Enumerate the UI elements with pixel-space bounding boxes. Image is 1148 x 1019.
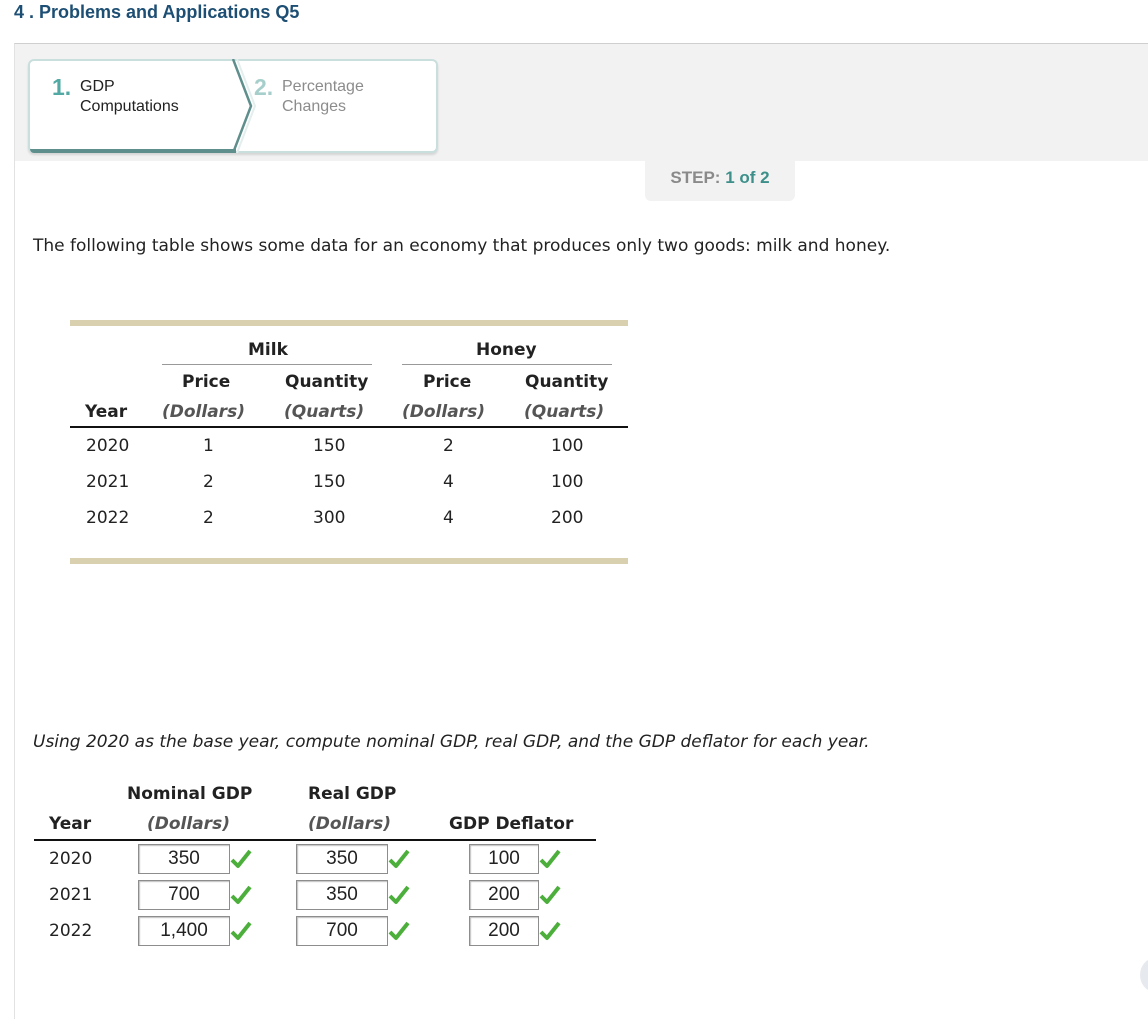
group-rule-milk: [162, 364, 372, 365]
step-tabs: [28, 59, 438, 153]
cell-honey-quantity: 100: [551, 472, 584, 492]
tab-label-line1: Percentage: [282, 78, 364, 95]
cell-milk-quantity: 300: [313, 508, 346, 528]
real-gdp-input[interactable]: 350: [296, 880, 388, 910]
check-mark-icon: [539, 884, 561, 906]
step-value: 1 of 2: [725, 168, 770, 187]
gdp-deflator-input[interactable]: 100: [469, 844, 539, 874]
cell-honey-price: 4: [443, 472, 454, 492]
col-unit-nominal-gdp: (Dollars): [147, 814, 230, 834]
cell-honey-price: 2: [443, 436, 454, 456]
nominal-gdp-input[interactable]: 700: [138, 880, 230, 910]
cell-year: 2020: [86, 436, 130, 456]
data-table: [70, 320, 628, 564]
col-header-real-gdp: Real GDP: [308, 784, 397, 804]
cell-milk-price: 2: [203, 472, 214, 492]
tab-label-line1: GDP: [80, 78, 115, 95]
tab-label-line2: Changes: [282, 98, 347, 115]
check-mark-icon: [388, 848, 410, 870]
check-mark-icon: [230, 920, 252, 942]
group-header-milk: Milk: [248, 340, 288, 360]
cell-year: 2022: [49, 921, 93, 941]
step-prefix: STEP:: [670, 168, 721, 187]
header-rule: [70, 426, 628, 428]
col-header-nominal-gdp: Nominal GDP: [127, 784, 253, 804]
group-header-honey: Honey: [476, 340, 537, 360]
tab-step-number: 1.: [52, 74, 72, 100]
check-mark-icon: [539, 920, 561, 942]
col-header-honey-price: Price: [423, 372, 472, 392]
col-unit-milk-price: (Dollars): [162, 402, 245, 422]
cell-milk-price: 2: [203, 508, 214, 528]
step-indicator: [645, 161, 795, 201]
cell-year: 2022: [86, 508, 130, 528]
check-mark-icon: [230, 848, 252, 870]
cell-milk-quantity: 150: [313, 472, 346, 492]
real-gdp-input[interactable]: 350: [296, 844, 388, 874]
col-header-year: Year: [49, 814, 92, 834]
check-mark-icon: [388, 920, 410, 942]
question-title: 4 . Problems and Applications Q5: [14, 2, 300, 22]
col-unit-honey-price: (Dollars): [402, 402, 485, 422]
nominal-gdp-input[interactable]: 1,400: [138, 916, 230, 946]
tab-label-line2: Computations: [80, 98, 179, 115]
col-header-milk-quantity: Quantity: [285, 372, 369, 392]
check-mark-icon: [539, 848, 561, 870]
real-gdp-input[interactable]: 700: [296, 916, 388, 946]
cell-year: 2021: [49, 885, 93, 905]
group-rule-honey: [402, 364, 612, 365]
check-mark-icon: [230, 884, 252, 906]
cell-honey-price: 4: [443, 508, 454, 528]
cell-honey-quantity: 200: [551, 508, 584, 528]
col-unit-milk-quantity: (Quarts): [284, 402, 365, 422]
header-rule: [34, 839, 596, 841]
col-header-year: Year: [85, 402, 128, 422]
col-header-gdp-deflator: GDP Deflator: [449, 814, 574, 834]
active-tab-indicator: [30, 149, 236, 153]
answer-table: [34, 781, 604, 961]
col-unit-real-gdp: (Dollars): [308, 814, 391, 834]
col-header-milk-price: Price: [182, 372, 231, 392]
nominal-gdp-input[interactable]: 350: [138, 844, 230, 874]
gdp-deflator-input[interactable]: 200: [469, 880, 539, 910]
tab-step-number: 2.: [254, 74, 274, 100]
gdp-deflator-input[interactable]: 200: [469, 916, 539, 946]
cell-milk-quantity: 150: [313, 436, 346, 456]
cell-milk-price: 1: [203, 436, 214, 456]
col-unit-honey-quantity: (Quarts): [524, 402, 605, 422]
cell-year: 2020: [49, 849, 93, 869]
check-mark-icon: [388, 884, 410, 906]
instruction-text: Using 2020 as the base year, compute nominal GDP, real GDP, and the GDP deflator for each year.: [33, 732, 870, 752]
cell-honey-quantity: 100: [551, 436, 584, 456]
col-header-honey-quantity: Quantity: [525, 372, 609, 392]
intro-text: The following table shows some data for an economy that produces only two goods: milk and honey.: [33, 236, 891, 256]
cell-year: 2021: [86, 472, 130, 492]
